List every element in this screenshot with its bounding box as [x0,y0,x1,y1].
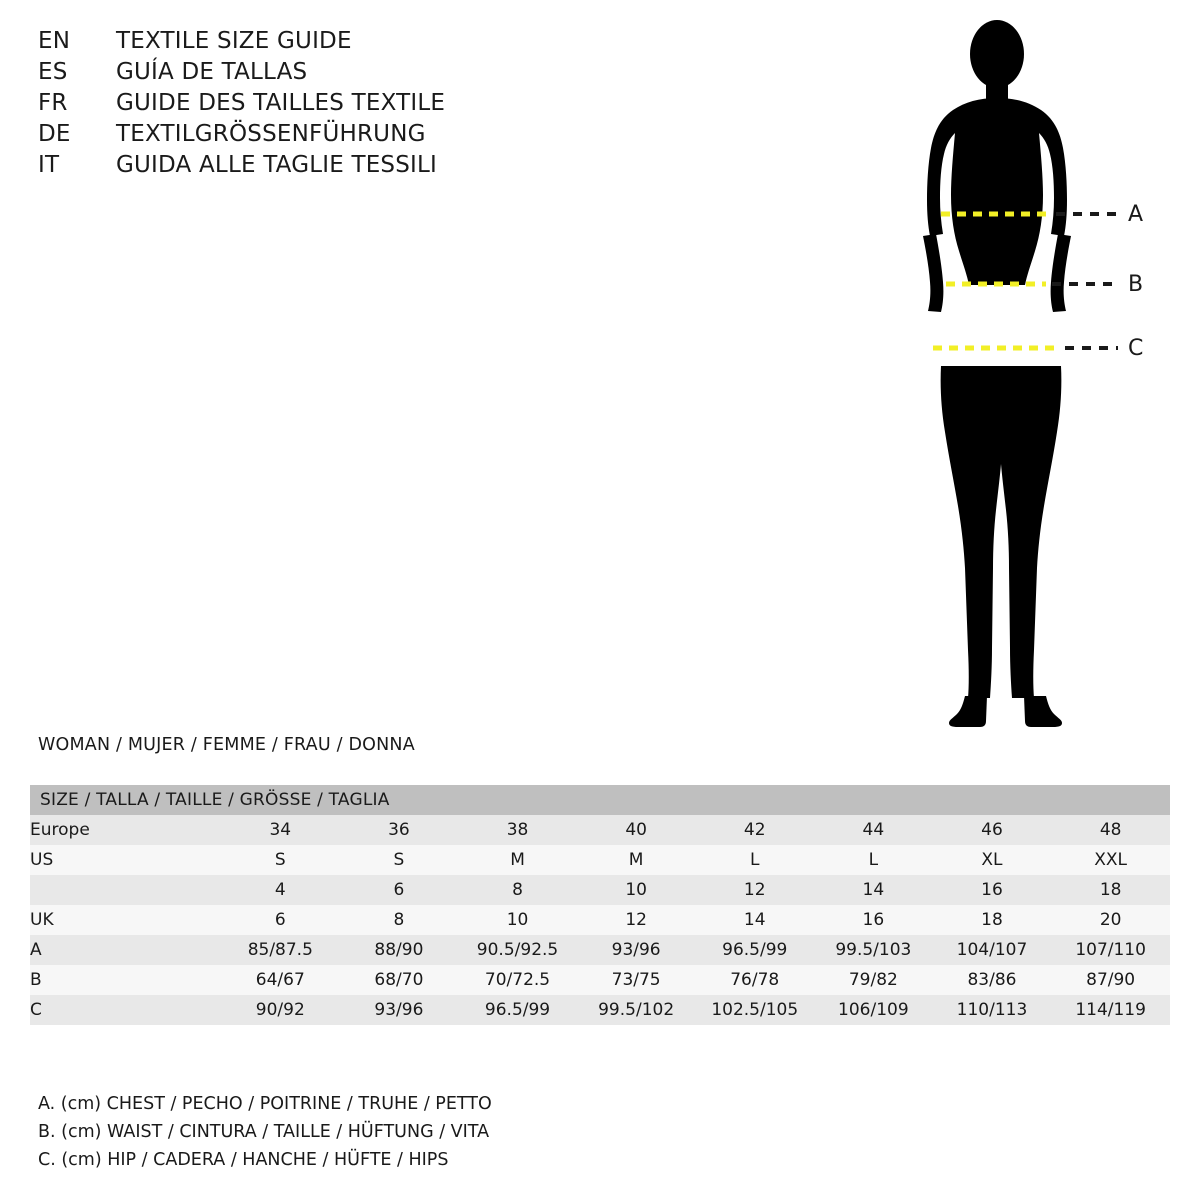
size-table [30,785,1170,1025]
title-text-fr: GUIDE DES TAILLES TEXTILE [116,90,446,116]
row-label-us-numeric [30,875,221,905]
title-row-en [38,28,658,59]
cell-a-5: 99.5/103 [814,935,933,965]
cell-uk-2: 10 [458,905,577,935]
cell-a-0: 85/87.5 [221,935,340,965]
measure-label-a: A [1128,202,1144,227]
legend-line-b: B. (cm) WAIST / CINTURA / TAILLE / HÜFTUNG / VITA [38,1122,490,1142]
cell-b-3: 73/75 [577,965,696,995]
female-silhouette-figure [860,14,1190,754]
cell-us-4: L [695,845,814,875]
cell-uk-1: 8 [340,905,459,935]
language-code-fr: FR [38,90,68,116]
language-code-it: IT [38,152,60,178]
cell-europe-1: 36 [340,815,459,845]
table-row [30,965,1170,995]
title-block [38,28,658,183]
cell-b-4: 76/78 [695,965,814,995]
row-label-c: C [30,995,221,1025]
cell-c-2: 96.5/99 [458,995,577,1025]
title-text-en: TEXTILE SIZE GUIDE [116,28,352,54]
cell-b-5: 79/82 [814,965,933,995]
cell-b-2: 70/72.5 [458,965,577,995]
cell-uk-5: 16 [814,905,933,935]
cell-europe-5: 44 [814,815,933,845]
table-row [30,935,1170,965]
row-label-europe: Europe [30,815,221,845]
cell-a-4: 96.5/99 [695,935,814,965]
cell-a-2: 90.5/92.5 [458,935,577,965]
cell-us-numeric-5: 14 [814,875,933,905]
measure-label-c: C [1128,336,1144,361]
cell-us-0: S [221,845,340,875]
silhouette-body-icon [923,20,1071,727]
cell-europe-7: 48 [1051,815,1170,845]
title-row-it [38,152,658,183]
cell-us-numeric-0: 4 [221,875,340,905]
cell-c-1: 93/96 [340,995,459,1025]
cell-us-1: S [340,845,459,875]
cell-uk-4: 14 [695,905,814,935]
cell-a-3: 93/96 [577,935,696,965]
cell-us-numeric-1: 6 [340,875,459,905]
measurement-legend [38,1090,738,1174]
cell-us-numeric-6: 16 [933,875,1052,905]
title-text-es: GUÍA DE TALLAS [116,59,308,85]
table-header-row [30,785,1170,815]
table-row [30,845,1170,875]
cell-a-1: 88/90 [340,935,459,965]
section-heading-woman: WOMAN / MUJER / FEMME / FRAU / DONNA [38,735,415,755]
cell-c-5: 106/109 [814,995,933,1025]
cell-uk-3: 12 [577,905,696,935]
cell-c-4: 102.5/105 [695,995,814,1025]
cell-a-7: 107/110 [1051,935,1170,965]
table-row [30,995,1170,1025]
cell-us-numeric-7: 18 [1051,875,1170,905]
title-text-de: TEXTILGRÖSSENFÜHRUNG [116,121,426,147]
row-label-us: US [30,845,221,875]
legend-line-a: A. (cm) CHEST / PECHO / POITRINE / TRUHE / PETTO [38,1094,492,1114]
cell-c-6: 110/113 [933,995,1052,1025]
cell-b-6: 83/86 [933,965,1052,995]
cell-uk-7: 20 [1051,905,1170,935]
cell-us-numeric-2: 8 [458,875,577,905]
cell-us-6: XL [933,845,1052,875]
cell-b-0: 64/67 [221,965,340,995]
cell-us-2: M [458,845,577,875]
row-label-a: A [30,935,221,965]
cell-europe-3: 40 [577,815,696,845]
table-row [30,875,1170,905]
title-row-es [38,59,658,90]
cell-uk-0: 6 [221,905,340,935]
language-code-de: DE [38,121,71,147]
cell-us-3: M [577,845,696,875]
cell-a-6: 104/107 [933,935,1052,965]
title-row-fr [38,90,658,121]
cell-us-5: L [814,845,933,875]
cell-us-numeric-3: 10 [577,875,696,905]
cell-europe-4: 42 [695,815,814,845]
legend-line-c: C. (cm) HIP / CADERA / HANCHE / HÜFTE / HIPS [38,1150,449,1170]
table-row [30,815,1170,845]
cell-uk-6: 18 [933,905,1052,935]
title-row-de [38,121,658,152]
row-label-b: B [30,965,221,995]
title-text-it: GUIDA ALLE TAGLIE TESSILI [116,152,438,178]
cell-europe-0: 34 [221,815,340,845]
cell-c-3: 99.5/102 [577,995,696,1025]
language-code-es: ES [38,59,68,85]
cell-europe-2: 38 [458,815,577,845]
cell-us-numeric-4: 12 [695,875,814,905]
cell-c-7: 114/119 [1051,995,1170,1025]
measure-label-b: B [1128,272,1144,297]
language-code-en: EN [38,28,71,54]
table-header-label: SIZE / TALLA / TAILLE / GRÖSSE / TAGLIA [30,785,1170,815]
table-row [30,905,1170,935]
cell-europe-6: 46 [933,815,1052,845]
cell-b-1: 68/70 [340,965,459,995]
cell-us-7: XXL [1051,845,1170,875]
cell-c-0: 90/92 [221,995,340,1025]
row-label-uk: UK [30,905,221,935]
cell-b-7: 87/90 [1051,965,1170,995]
